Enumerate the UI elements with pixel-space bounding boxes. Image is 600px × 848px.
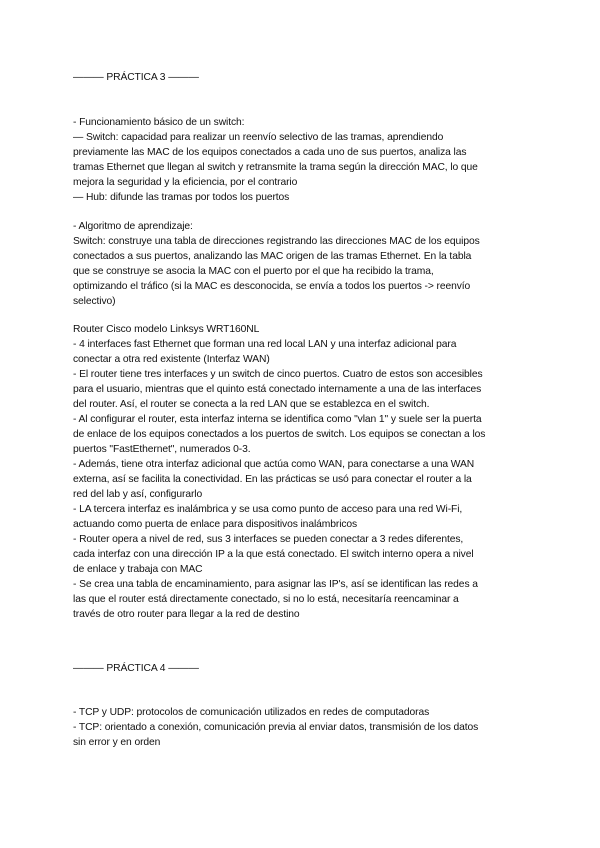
router-line: - Router opera a nivel de red, sus 3 interfaces se pueden conectar a 3 redes diferentes, [73, 534, 464, 545]
router-line: través de otro router para llegar a la red de destino [73, 609, 300, 620]
router-line: - 4 interfaces fast Ethernet que forman una red local LAN y una interfaz adicional para [73, 339, 457, 350]
router-line: para el usuario, mientras que el quinto está conectado internamente a una de las interfaces [73, 384, 482, 395]
router-line: las que el router está directamente conectado, si no lo está, necesitaría reencaminar a [73, 594, 459, 605]
switch-basics-line: tramas Ethernet que llegan al switch y retransmite la trama según la dirección MAC, lo que [73, 162, 478, 173]
algorithm-line: conectados a sus puertos, analizando las MAC origen de las tramas Ethernet. En la tabla [73, 251, 472, 262]
router-line: cada interfaz con una dirección IP a la que está conectado. El switch interno opera a nivel [73, 549, 474, 560]
algorithm-line: que se construye se asocia la MAC con el puerto por el que ha recibido la trama, [73, 266, 434, 277]
algorithm-line: - Algoritmo de aprendizaje: [73, 221, 193, 232]
practica-4-line: sin error y en orden [73, 737, 161, 748]
practica-4-line: - TCP: orientado a conexión, comunicación previa al enviar datos, transmisión de los datos [73, 722, 479, 733]
switch-basics-line: mejora la seguridad y la eficiencia, por el contrario [73, 177, 298, 188]
router-line: de enlace y trabaja con MAC [73, 564, 203, 575]
router-line: puertos "FastEthernet", numerados 0-3. [73, 444, 251, 455]
practica-4-line: - TCP y UDP: protocolos de comunicación utilizados en redes de computadoras [73, 707, 430, 718]
router-line: - Se crea una tabla de encaminamiento, para asignar las IP's, así se identifican las redes a [73, 579, 478, 590]
switch-basics-line: previamente las MAC de los equipos conectados a cada uno de sus puertos, analiza las [73, 147, 467, 158]
router-line: de enlace de los equipos conectados a los puertos de switch. Los equipos se conectan a los [73, 429, 486, 440]
router-line: actuando como puerta de enlace para dispositivos inalámbricos [73, 519, 358, 530]
router-line: conectar a otra red existente (Interfaz WAN) [73, 354, 270, 365]
algorithm-line: Switch: construye una tabla de direcciones registrando las direcciones MAC de los equipos [73, 236, 480, 247]
switch-basics-line: — Hub: difunde las tramas por todos los puertos [73, 192, 290, 203]
router-line: del router. Así, el router se conecta a la red LAN que se establezca en el switch. [73, 399, 430, 410]
router-line: externa, así se facilita la conectividad. En las prácticas se usó para conectar el router a la [73, 474, 472, 485]
router-line: - LA tercera interfaz es inalámbrica y se usa como punto de acceso para una red Wi-Fi, [73, 504, 463, 515]
algorithm-line: selectivo) [73, 296, 116, 307]
router-line: - Al configurar el router, esta interfaz interna se identifica como "vlan 1" y suele ser la puerta [73, 414, 482, 425]
switch-basics-line: — Switch: capacidad para realizar un reenvío selectivo de las tramas, aprendiendo [73, 132, 444, 143]
router-line: - El router tiene tres interfaces y un switch de cinco puertos. Cuatro de estos son accesibles [73, 369, 483, 380]
switch-basics-line: - Funcionamiento básico de un switch: [73, 117, 245, 128]
router-title: Router Cisco modelo Linksys WRT160NL [73, 324, 260, 335]
router-line: red del lab y así, configurarlo [73, 489, 203, 500]
router-line: - Además, tiene otra interfaz adicional que actúa como WAN, para conectarse a una WAN [73, 459, 475, 470]
algorithm-line: optimizando el tráfico (si la MAC es desconocida, se envía a todos los puertos -> reenvío [73, 281, 471, 292]
practica-4-heading: ——— PRÁCTICA 4 ——— [73, 663, 199, 674]
practica-3-heading: ——— PRÁCTICA 3 ——— [73, 72, 199, 83]
